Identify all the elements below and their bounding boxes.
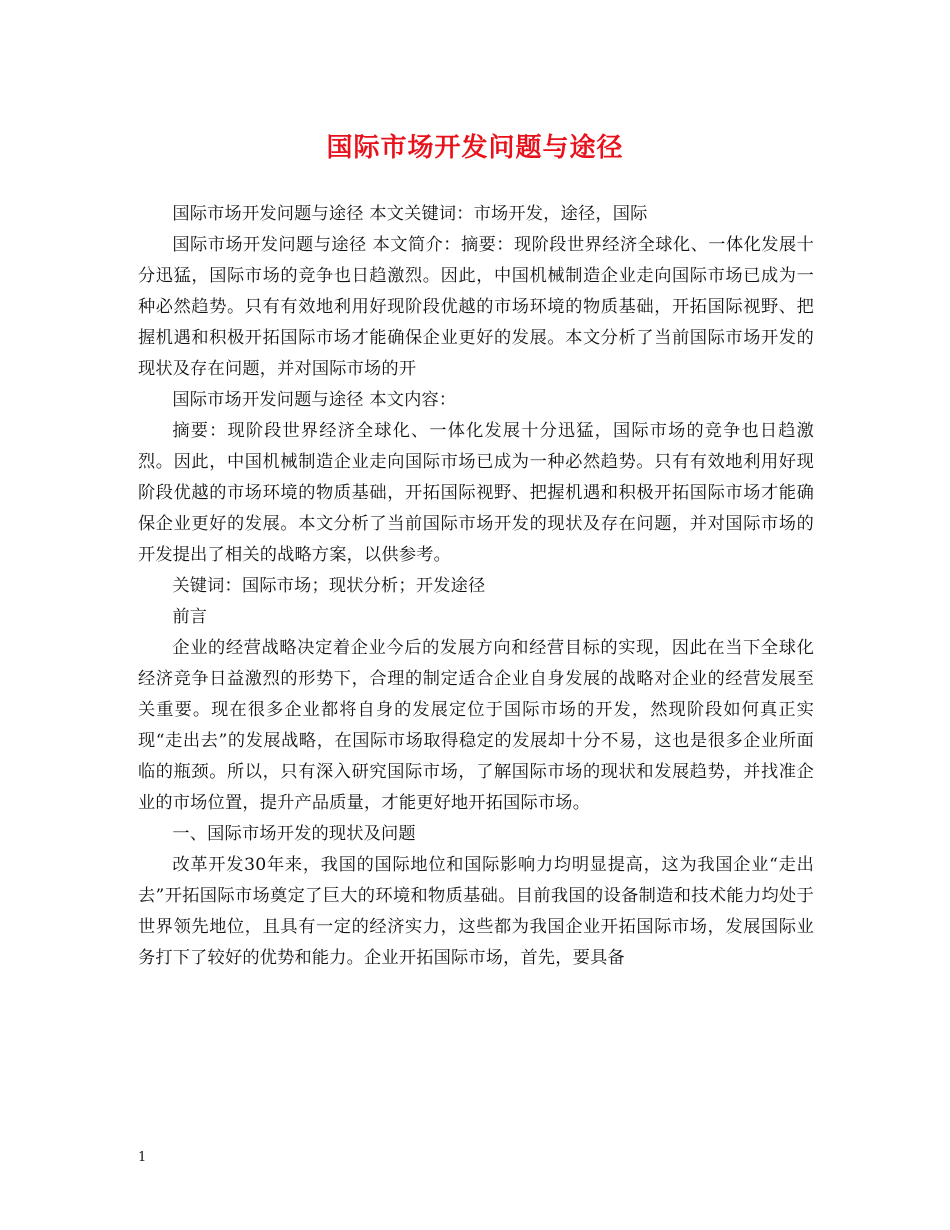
keywords-paragraph: 关键词：国际市场；现状分析；开发途径 bbox=[172, 576, 486, 596]
keywords-summary-paragraph: 国际市场开发问题与途径 本文关键词：市场开发，途径，国际 bbox=[172, 204, 648, 224]
preface-paragraph: 企业的经营战略决定着企业今后的发展方向和经营目标的实现，因此在当下全球化经济竞争日益激烈的形势下，合理的制定适合企业自身发展的战略对企业的经营发展至关重要。现在很多企业都将自身的发展定位于国际市场的开发，然现阶段如何真正实现“走出去”的发展战略，在国际市场取得稳定的发展却十分不易，这也是很多企业所面临的瓶颈。所以，只有深入研究国际市场，了解国际市场的现状和发展趋势，并找准企业的市场位置，提升产品质量，才能更好地开拓国际市场。 bbox=[138, 638, 814, 813]
preface-heading: 前言 bbox=[172, 607, 208, 627]
document-body bbox=[138, 199, 814, 974]
introduction-paragraph: 国际市场开发问题与途径 本文简介：摘要：现阶段世界经济全球化、一体化发展十分迅猛，国际市场的竞争也日趋激烈。因此，中国机械制造企业走向国际市场已成为一种必然趋势。只有有效地利用好现阶段优越的市场环境的物质基础，开拓国际视野、把握机遇和积极开拓国际市场才能确保企业更好的发展。本文分析了当前国际市场开发的现状及存在问题，并对国际市场的开 bbox=[138, 235, 814, 379]
section-one-heading: 一、国际市场开发的现状及问题 bbox=[172, 824, 416, 844]
page-number: 1 bbox=[138, 1150, 147, 1165]
section-one-paragraph: 改革开发30年来，我国的国际地位和国际影响力均明显提高，这为我国企业“走出去”开拓国际市场奠定了巨大的环境和物质基础。目前我国的设备制造和技术能力均处于世界领先地位，且具有一定的经济实力，这些都为我国企业开拓国际市场，发展国际业务打下了较好的优势和能力。企业开拓国际市场，首先，要具备 bbox=[138, 855, 814, 968]
document-title: 国际市场开发问题与途径 bbox=[326, 133, 624, 163]
abstract-paragraph: 摘要：现阶段世界经济全球化、一体化发展十分迅猛，国际市场的竞争也日趋激烈。因此，中国机械制造企业走向国际市场已成为一种必然趋势。只有有效地利用好现阶段优越的市场环境的物质基础，开拓国际视野、把握机遇和积极开拓国际市场才能确保企业更好的发展。本文分析了当前国际市场开发的现状及存在问题，并对国际市场的开发提出了相关的战略方案，以供参考。 bbox=[138, 421, 814, 565]
content-heading-paragraph: 国际市场开发问题与途径 本文内容： bbox=[172, 390, 457, 410]
